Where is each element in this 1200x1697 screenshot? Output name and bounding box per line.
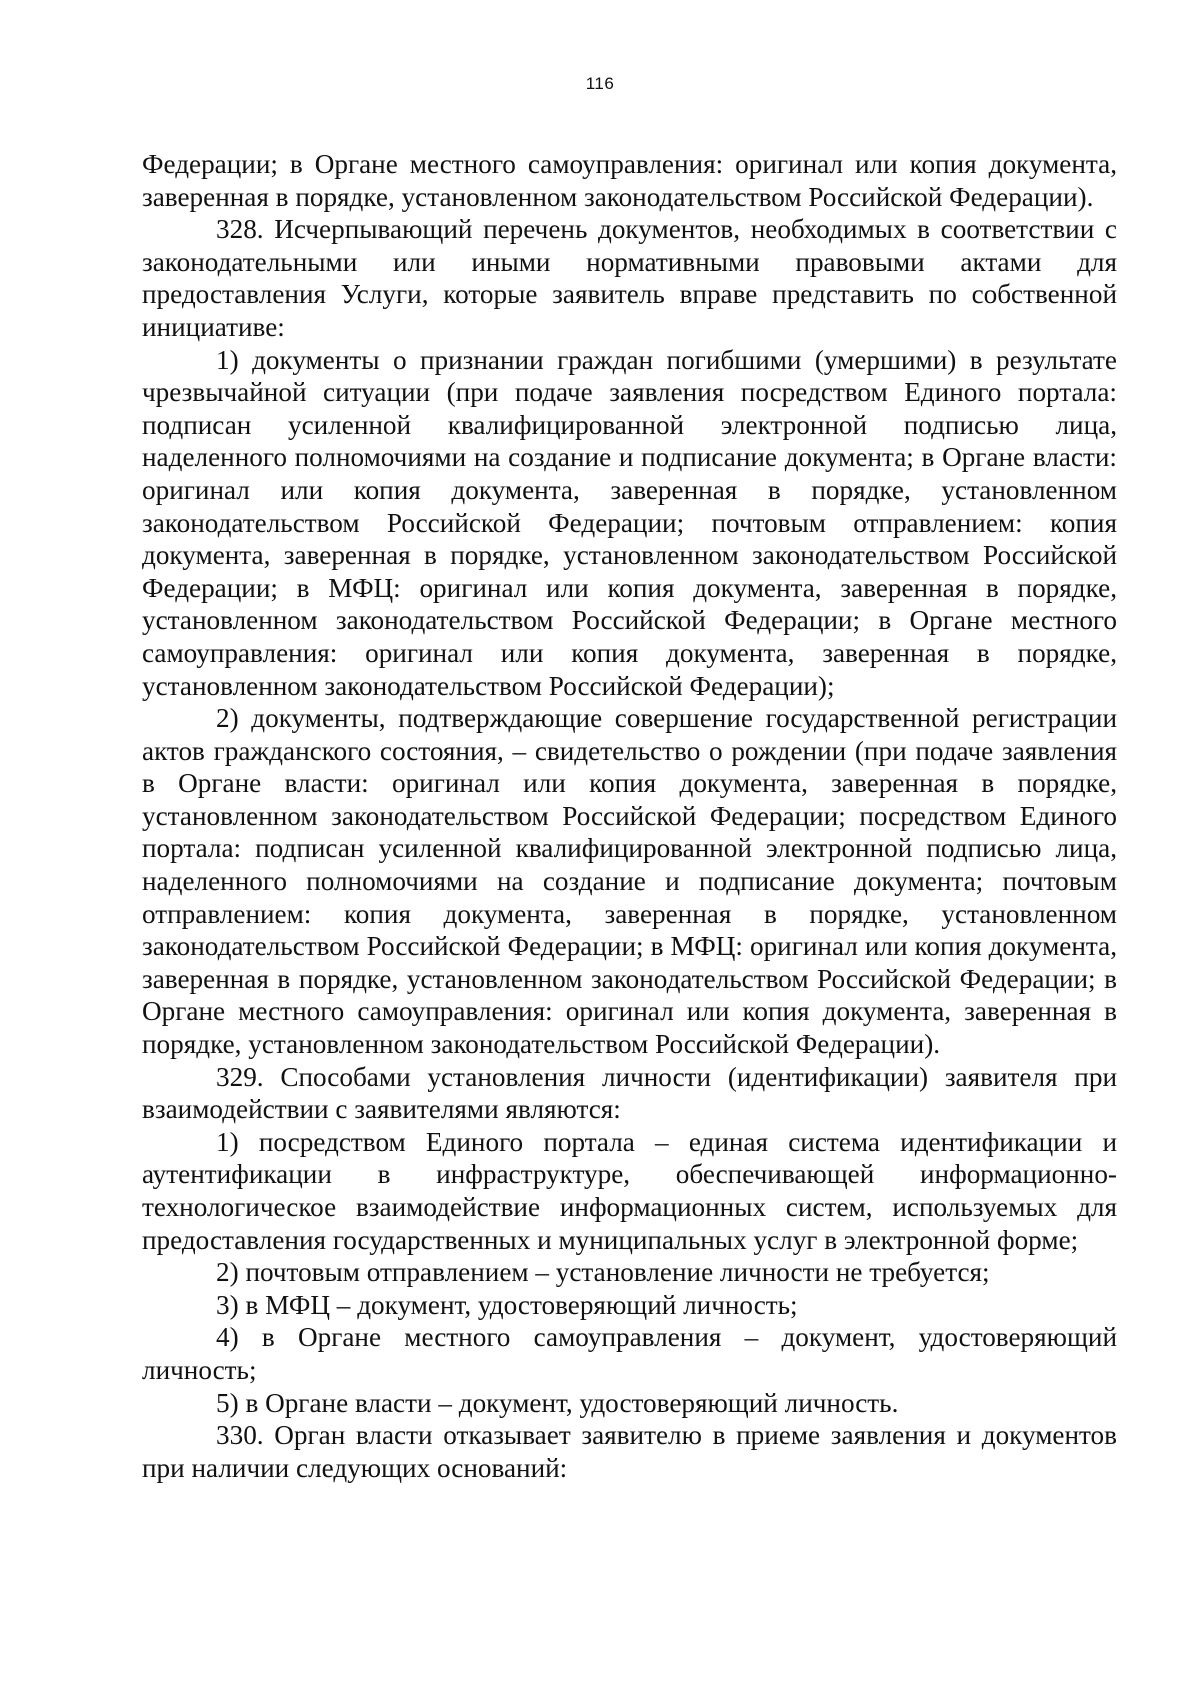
document-body [142, 148, 1117, 1484]
paragraph-328-subitem-2: 2) документы, подтверждающие совершение государственной регистрации актов гражданского состояния, – свидетельство о рождении (при подаче заявления в Органе власти: оригинал или копия документа, заверенная в порядке, установленном законодательством Российской Федерации; посредством Единого портала: подписан усиленной квалифицированной электронной подписью лица, наделенного полномочиями на создание и подписание документа; почтовым отправлением: копия документа, заверенная в порядке, установленном законодательством Российской Федерации; в МФЦ: оригинал или копия документа, заверенная в порядке, установленном законодательством Российской Федерации; в Органе местного самоуправления: оригинал или копия документа, заверенная в порядке, установленном законодательством Российской Федерации). [142, 703, 1117, 1060]
page-number: 116 [585, 74, 615, 93]
paragraph-329-subitem-1: 1) посредством Единого портала – единая система идентификации и аутентификации в инфраструктуре, обеспечивающей информационно-технологическое взаимодействие информационных систем, используемых для предоставления государственных и муниципальных услуг в электронной форме; [142, 1126, 1117, 1255]
paragraph-329-subitem-3: 3) в МФЦ – документ, удостоверяющий личность; [216, 1289, 798, 1320]
paragraph-329-subitem-4: 4) в Органе местного самоуправления – документ, удостоверяющий личность; [142, 1322, 1117, 1385]
paragraph-continuation: Федерации; в Органе местного самоуправления: оригинал или копия документа, заверенная в порядке, установленном законодательством Российской Федерации). [142, 149, 1117, 212]
paragraph-329-subitem-5: 5) в Органе власти – документ, удостоверяющий личность. [216, 1387, 899, 1418]
paragraph-item-328: 328. Исчерпывающий перечень документов, необходимых в соответствии с законодательными или иными нормативными правовыми актами для предоставления Услуги, которые заявитель вправе представить по собственной инициативе: [142, 214, 1117, 342]
paragraph-329-subitem-2: 2) почтовым отправлением – установление личности не требуется; [216, 1257, 990, 1288]
paragraph-item-330: 330. Орган власти отказывает заявителю в приеме заявления и документов при наличии следующих оснований: [142, 1420, 1117, 1483]
paragraph-328-subitem-1: 1) документы о признании граждан погибшими (умершими) в результате чрезвычайной ситуации (при подаче заявления посредством Единого портала: подписан усиленной квалифицированной электронной подписью лица, наделенного полномочиями на создание и подписание документа; в Органе власти: оригинал или копия документа, заверенная в порядке, установленном законодательством Российской Федерации; почтовым отправлением: копия документа, заверенная в порядке, установленном законодательством Российской Федерации; в МФЦ: оригинал или копия документа, заверенная в порядке, установленном законодательством Российской Федерации; в Органе местного самоуправления: оригинал или копия документа, заверенная в порядке, установленном законодательством Российской Федерации); [142, 344, 1117, 701]
paragraph-item-329: 329. Способами установления личности (идентификации) заявителя при взаимодействии с заявителями являются: [142, 1061, 1117, 1125]
